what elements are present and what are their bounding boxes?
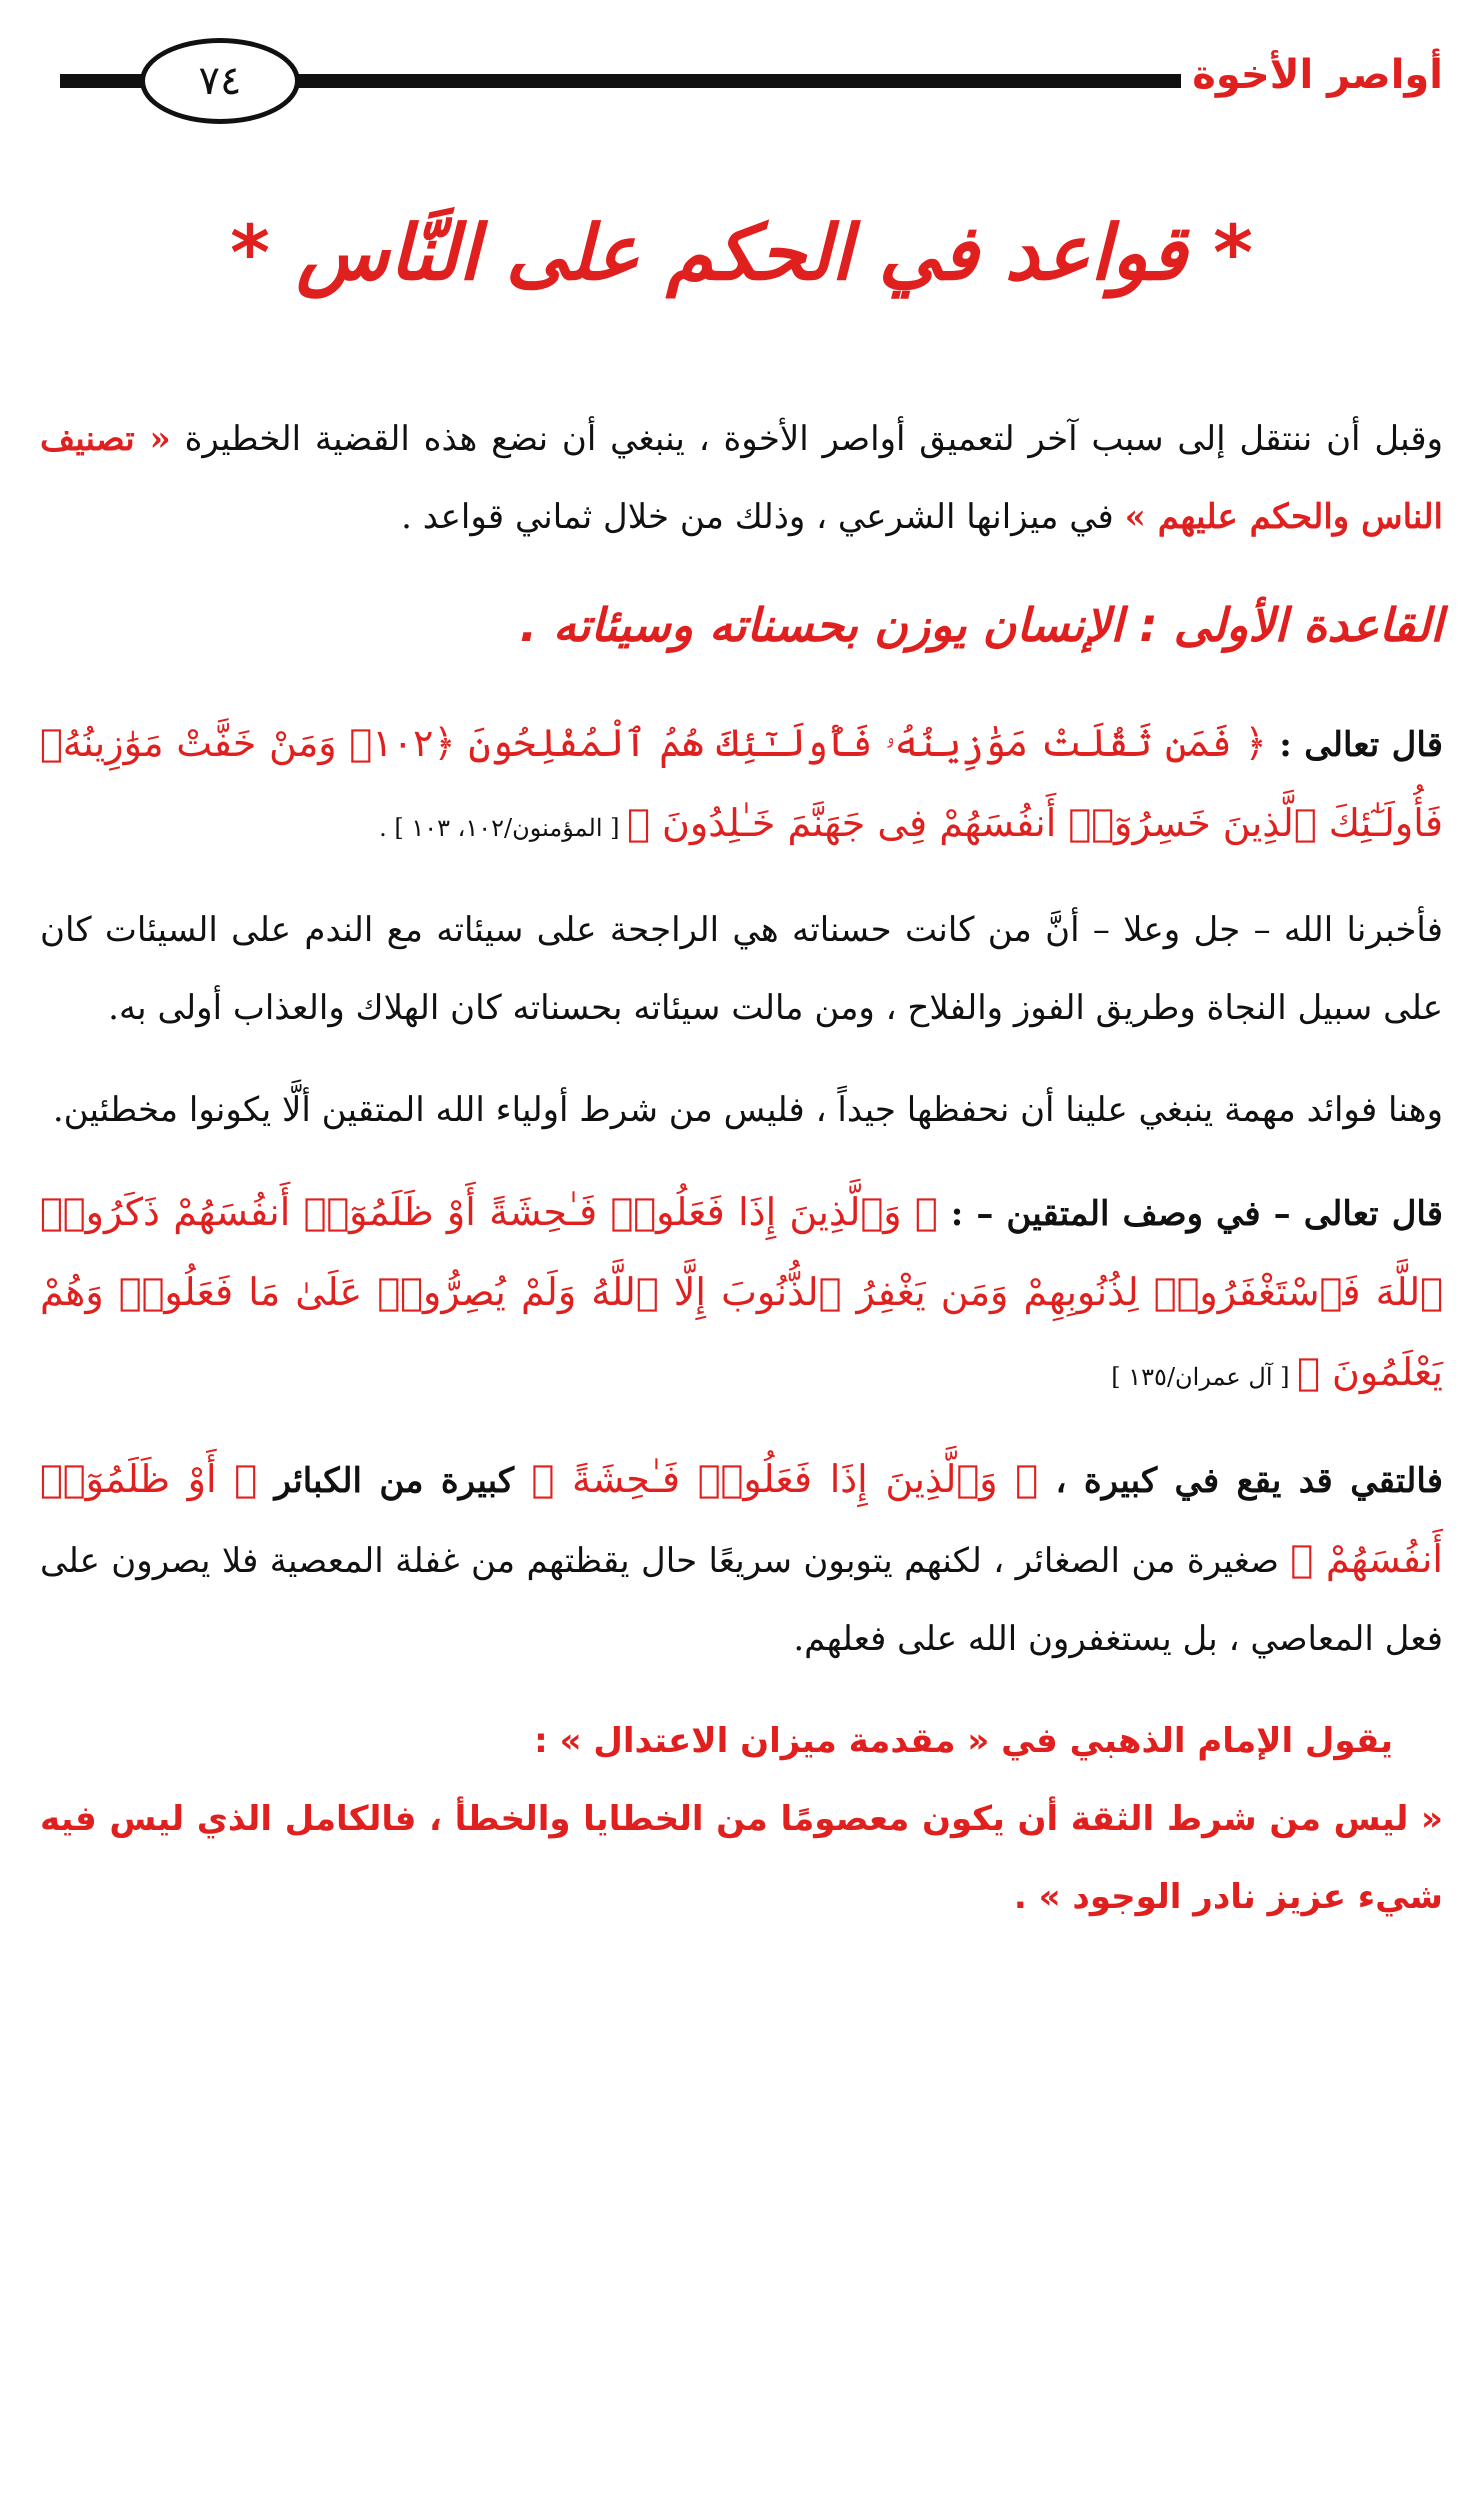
verse-2-paragraph [40,1173,1443,1416]
verse-2-text: ﴿ وَٱلَّذِينَ إِذَا فَعَلُوا۟ فَـٰحِشَةً أَوْ ظَلَمُوٓا۟ أَنفُسَهُمْ ذَكَرُوا۟ ٱللَّهَ فَٱسْتَغْفَرُوا۟ لِذُنُوبِهِمْ وَمَن يَغْفِرُ ٱلذُّنُوبَ إِلَّا ٱللَّهُ وَلَمْ يُصِرُّوا۟ عَلَىٰ مَا فَعَلُوا۟ وَهُمْ يَعْلَمُونَ ﴾ [40,1190,1443,1394]
paragraph-1: فأخبرنا الله – جل وعلا – أنَّ من كانت حسناته هي الراجحة على سيئاته مع الندم على السيئات كان على سبيل النجاة وطريق الفوز والفلاح ، ومن مالت سيئاته بحسناته كان الهلاك والعذاب أولى به. [40,910,1443,1028]
intro-paragraph [40,400,1443,556]
header-rule-left [60,74,150,88]
intro-text-2: في ميزانها الشرعي ، وذلك من خلال ثماني قواعد . [401,497,1125,537]
page-body [40,400,1443,1960]
paragraph-3 [40,1440,1443,1678]
verse-1-text: ﴿ فَمَن ثَقُلَتْ مَوَٰزِينُهُۥ فَأُولَـٰٓئِكَ هُمُ ٱلْمُفْلِحُونَ ﴿١٠٢﴾ وَمَنْ خَفَّتْ مَوَٰزِينُهُۥ فَأُولَـٰٓئِكَ ٱلَّذِينَ خَسِرُوٓا۟ أَنفُسَهُمْ فِى جَهَنَّمَ خَـٰلِدُونَ ﴾ [40,721,1443,845]
intro-text-1: وقبل أن ننتقل إلى سبب آخر لتعميق أواصر الأخوة ، ينبغي أن نضع هذه القضية الخطيرة [170,419,1443,459]
quote-text: « ليس من شرط الثقة أن يكون معصومًا من الخطايا والخطأ ، فالكامل الذي ليس فيه شيء عزيز نادر الوجود » . [40,1799,1443,1917]
paragraph-3-text-3: صغيرة من الصغائر ، لكنهم يتوبون سريعًا حال يقظتهم من غفلة المعصية فلا يصرون على فعل المعاصي ، بل يستغفرون الله على فعلهم. [40,1541,1443,1659]
rule-1-heading: القاعدة الأولى : الإنسان يوزن بحسناته وسيئاته . [519,598,1443,652]
verse-1-citation: [ المؤمنون/١٠٢، ١٠٣ ] . [379,814,628,842]
paragraph-3-verse-b: ﴿ أَوْ ظَلَمُوٓا۟ أَنفُسَهُمْ ﴾ [40,1457,1443,1581]
quote-intro: يقول الإمام الذهبي في « مقدمة ميزان الاعتدال » : [534,1721,1393,1761]
page-header [40,38,1443,128]
verse-2-lead: قال تعالى – في وصف المتقين – : [937,1194,1444,1234]
verse-1-paragraph [40,704,1443,867]
verse-2-citation: [ آل عمران/١٣٥ ] [1111,1363,1298,1391]
header-rule [290,74,1181,88]
page-number: ٧٤ [140,38,300,124]
book-title: أواصر الأخوة [1192,52,1443,98]
verse-1-lead: قال تعالى : [1266,725,1443,765]
chapter-title: * قواعد في الحكم على النَّاس * [230,208,1253,297]
paragraph-3-text-1: فالتقي قد يقع في كبيرة ، [1038,1461,1443,1501]
paragraph-3-verse-a: ﴿ وَٱلَّذِينَ إِذَا فَعَلُوا۟ فَـٰحِشَةً ﴾ [531,1457,1039,1501]
intro-emphasis: « تصنيف الناس والحكم عليهم » [40,419,1443,537]
paragraph-3-text-2: كبيرة من الكبائر [257,1461,532,1501]
paragraph-2: وهنا فوائد مهمة ينبغي علينا أن نحفظها جيداً ، فليس من شرط أولياء الله المتقين ألَّا يكونوا مخطئين. [52,1090,1443,1130]
